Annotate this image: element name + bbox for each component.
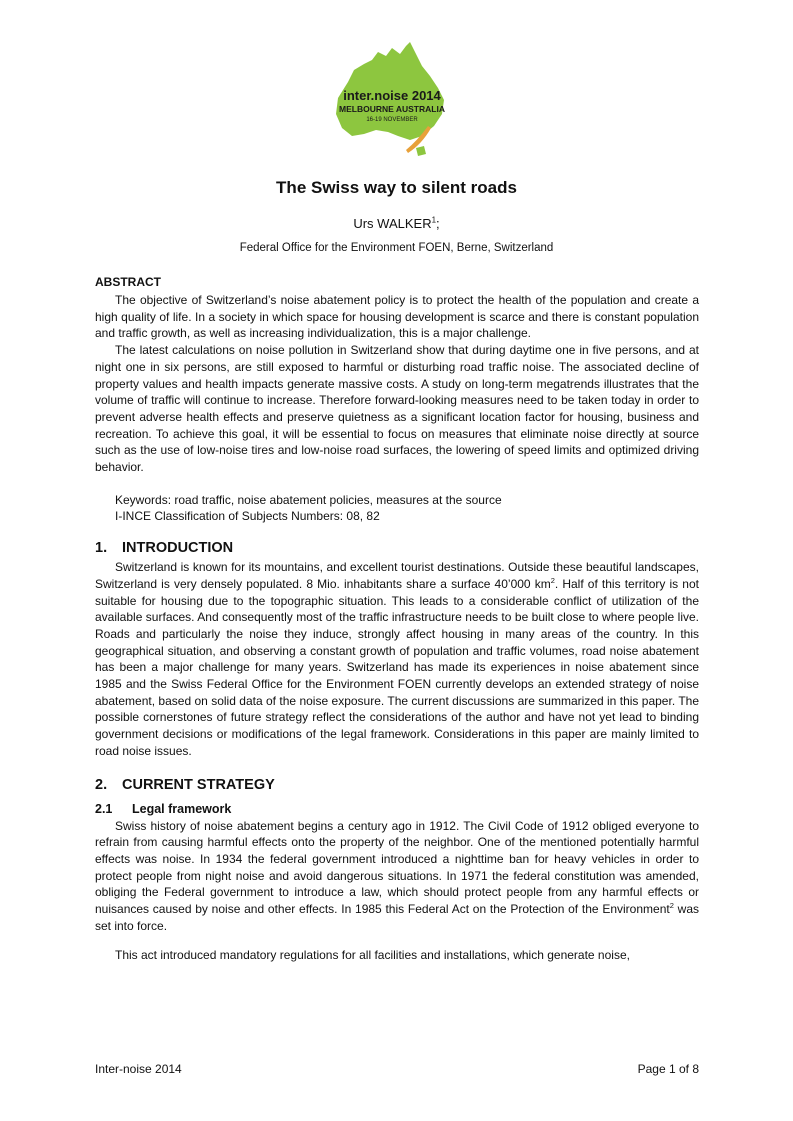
- introduction-paragraph: [95, 559, 699, 759]
- abstract-heading: ABSTRACT: [95, 275, 161, 289]
- affiliation: Federal Office for the Environment FOEN, Berne, Switzerland: [239, 242, 554, 254]
- legal-framework-paragraph: [95, 818, 699, 935]
- section-1-heading: [95, 540, 699, 556]
- keywords: Keywords: road traffic, noise abatement policies, measures at the source: [115, 492, 502, 507]
- introduction-superscript: 2: [550, 575, 555, 585]
- abstract-paragraph-2: The latest calculations on noise pollution in Switzerland show that during daytime one in five persons, and at night one in six persons, are still exposed to harmful or disturbing road traffic noise. The associated decline of property values and health impacts generate massive costs. A study on long-term megatrends illustrates that the volume of traffic will continue to increase. Therefore forward-looking measures need to be taken today in order to prevent adverse health effects and preserve quietness as a significant location factor for housing, business and recreation. To achieve this goal, it will be essential to focus on measures that eliminate noise directly at source such as the use of low-noise tires and low-noise road surfaces, the lowering of speed limits and optimized driving behavior.: [95, 343, 699, 475]
- author-line: [0, 216, 793, 231]
- author-suffix: ;: [436, 216, 440, 231]
- introduction-text-b: . Half of this territory is not suitable for housing due to the topographic situation. This leads to a considerable conflict of utilization of the available surfaces. And consequently most of the traffic infrastructure needs to be built close to where people live. Roads and particularly the noise they induce, strongly affect housing in many areas of the country. In this geographical situation, and observing a constant growth of population and traffic volumes, road noise abatement has been a major challenge for many years. Switzerland has made its experiences in noise abatement since 1985 and the Swiss Federal Office for the Environment FOEN currently develops an extended strategy of noise abatement, based on solid data of the noise exposure. The current discussions are summarized in this paper. The possible cornerstones of future strategy reflect the considerations of the author and have not yet lead to binding government decisions or modifications of the legal framework. Considerations in this paper are mainly limited to road noise issues.: [95, 576, 699, 758]
- legal-framework-paragraph-2: This act introduced mandatory regulations for all facilities and installations, which generate noise,: [115, 947, 630, 962]
- section-1-number: 1.: [95, 540, 108, 557]
- subsection-2-1-heading: [95, 802, 699, 816]
- logo-title: inter.noise 2014: [343, 88, 441, 103]
- paper-title: The Swiss way to silent roads: [276, 178, 517, 197]
- author-name: Urs WALKER: [353, 216, 432, 231]
- logo-dates: 16-19 NOVEMBER: [366, 117, 418, 123]
- footer-page-number: Page 1 of 8: [637, 1062, 699, 1076]
- legal-superscript: 2: [669, 901, 674, 911]
- legal-text-a: Swiss history of noise abatement begins a century ago in 1912. The Civil Code of 1912 obliged everyone to refrain from causing harmful effects onto the property of the neighbor. One of the mentioned potentially harmful effects was noise. In 1934 the federal government introduced a nighttime ban for heavy vehicles in order to protect people from night noise and avoid dangerous situations. In 1971 the federal constitution was amended, obliging the Federal government to introduce a law, which should protect people from any harmful effects or nuisances caused by noise and other effects. In 1985 this Federal Act on the Protection of the Environment: [95, 818, 699, 917]
- footer-conference: Inter-noise 2014: [95, 1062, 182, 1076]
- subsection-2-1-title: Legal framework: [132, 801, 232, 816]
- author-footnote-mark: 1: [431, 215, 437, 225]
- paper-body: [95, 275, 699, 963]
- logo-location: MELBOURNE AUSTRALIA: [339, 104, 445, 114]
- section-2-number: 2.: [95, 776, 108, 793]
- section-1-title: INTRODUCTION: [122, 540, 234, 557]
- section-2-title: CURRENT STRATEGY: [122, 776, 275, 793]
- legal-text-b: was set into force.: [95, 902, 699, 933]
- subsection-2-1-number: 2.1: [95, 801, 113, 816]
- abstract-paragraph-1: The objective of Switzerland’s noise abatement policy is to protect the health of the population and create a high quality of life. In a society in which space for housing development is scarce and there is constant population and traffic growth, as well as increasing individualization, this is a major challenge.: [95, 293, 699, 341]
- introduction-text-a: Switzerland is known for its mountains, and excellent tourist destinations. Outside these beautiful landscapes, Switzerland is very densely populated. 8 Mio. inhabitants share a surface 40’000 km: [95, 560, 699, 591]
- conference-logo: [330, 40, 454, 162]
- classification: I-INCE Classification of Subjects Numbers: 08, 82: [115, 509, 380, 524]
- section-2-heading: [95, 777, 699, 793]
